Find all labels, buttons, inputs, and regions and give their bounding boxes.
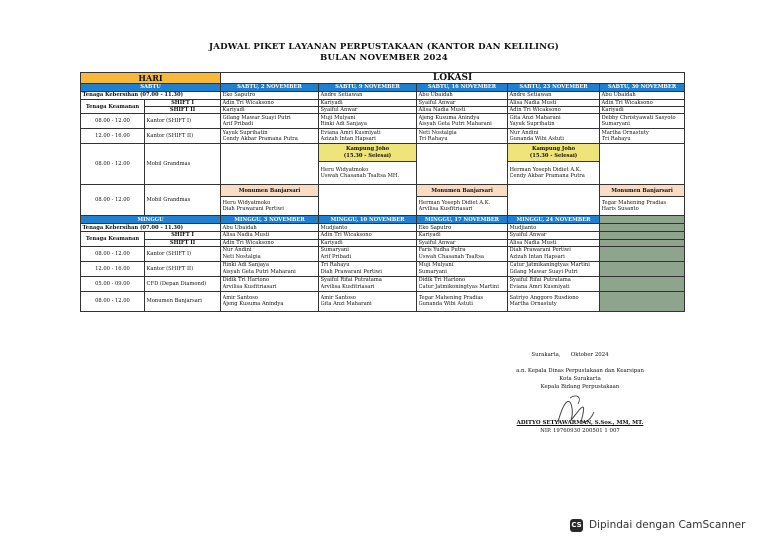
- schedule-cell: Adin Tri Wicaksono: [600, 100, 685, 107]
- schedule-cell-empty: [600, 144, 685, 185]
- schedule-cell: Eko Saputro: [221, 92, 319, 100]
- schedule-cell: Abu Ubaidah: [221, 224, 319, 232]
- schedule-cell: Didik Tri Hartono Arvilisa Kusfitriasari: [221, 276, 319, 291]
- time-label: 12.00 - 16.00: [81, 261, 145, 276]
- schedule-cell: Syaiful Rifai Putratama Arvilisa Kusfitriasari: [319, 276, 417, 291]
- schedule-cell: Kariyadi: [319, 239, 417, 246]
- schedule-cell: Nur Andini Neti Nostalgia: [221, 246, 319, 261]
- schedule-cell: Tegar Mahening Pradias Haris Susanto: [600, 197, 685, 216]
- date-header: MINGGU, 3 NOVEMBER: [221, 216, 319, 224]
- signature-line3: Kepala Bidang Perpustakaan: [540, 384, 620, 390]
- date-header: MINGGU, 17 NOVEMBER: [417, 216, 508, 224]
- time-label: 05.00 - 09.00: [81, 276, 145, 291]
- signature-line2: Kota Surakarta: [559, 376, 601, 382]
- document-title: JADWAL PIKET LAYANAN PERPUSTAKAAN (KANTOR DAN KELILING): [208, 42, 560, 52]
- schedule-cell: Abu Ubaidah: [417, 92, 508, 100]
- blank-cell: [600, 216, 685, 224]
- schedule-cell: Sumaryani Arif Pribadi: [319, 246, 417, 261]
- schedule-cell-empty: [417, 144, 508, 185]
- date-header: SABTU, 30 NOVEMBER: [600, 84, 685, 92]
- schedule-cell: Alisa Nadia Musti: [221, 232, 319, 239]
- schedule-cell: Gita Anzi Maharani Yayuk Suprihatin: [508, 114, 600, 129]
- date-header: MINGGU, 10 NOVEMBER: [319, 216, 417, 224]
- blank-cell: [600, 276, 685, 291]
- location-label: Monumen Banjarsari: [600, 185, 685, 197]
- schedule-cell: Alisa Nadia Musti: [508, 100, 600, 107]
- row-label-cfd: CFD (Depan Diamond): [145, 276, 221, 291]
- time-label: 08.00 - 12.00: [81, 114, 145, 129]
- header-hari: HARI: [81, 73, 221, 84]
- blank-cell: [600, 246, 685, 261]
- row-label-keamanan: Tenaga Keamanan: [81, 232, 145, 246]
- schedule-cell: Diah Prawarani Pertiwi Azizah Intan Hapsari: [508, 246, 600, 261]
- document-subtitle: BULAN NOVEMBER 2024: [320, 53, 448, 63]
- row-label-kantor-shift1: Kantor (SHIFT I): [145, 114, 221, 129]
- schedule-cell: Muji Mulyani Rinki Adi Sanjaya: [319, 114, 417, 129]
- schedule-cell: Didik Tri Hartono Catur Jatmikoningtyas Martini: [417, 276, 508, 291]
- schedule-cell: Tri Rahayu Diah Prawarani Pertiwi: [319, 261, 417, 276]
- shift-label: SHIFT I: [145, 100, 221, 107]
- schedule-cell: Martha Ornastuty Tri Rahayu: [600, 129, 685, 144]
- row-label-kantor-shift2: Kantor (SHIFT II): [145, 129, 221, 144]
- place-date: Surakarta, Oktober 2024: [531, 352, 609, 358]
- schedule-cell: Heru Widyatmoko Uswah Chasanah Tsaltsa MH.: [319, 162, 417, 185]
- schedule-cell: Alisa Nadia Musti: [508, 239, 600, 246]
- row-label-monumen: Monumen Banjarsari: [145, 291, 221, 311]
- signatory-nip: NIP. 19760930 200501 1 007: [540, 428, 620, 434]
- schedule-cell: Eviana Amri Kusmiyati Azizah Intan Hapsari: [319, 129, 417, 144]
- row-label-kantor-shift1: Kantor (SHIFT I): [145, 246, 221, 261]
- schedule-cell: Herman Yoseph Didiet A.K. Arvilisa Kusfitriasari: [417, 197, 508, 216]
- day-label-sabtu: SABTU: [81, 84, 221, 92]
- schedule-cell-empty: [221, 144, 319, 185]
- date-header: SABTU, 23 NOVEMBER: [508, 84, 600, 92]
- schedule-cell: Adin Tri Wicaksono: [319, 232, 417, 239]
- schedule-cell-empty: [319, 185, 417, 216]
- shift-label: SHIFT II: [145, 239, 221, 246]
- schedule-cell: Syaiful Anwar: [508, 232, 600, 239]
- day-label-minggu: MINGGU: [81, 216, 221, 224]
- blank-cell: [600, 232, 685, 239]
- shift-label: SHIFT I: [145, 232, 221, 239]
- time-label: 08.00 - 12.00: [81, 185, 145, 216]
- time-label: 08.00 - 12.00: [81, 291, 145, 311]
- schedule-cell: Nur Andini Gunanda Wibi Astuti: [508, 129, 600, 144]
- schedule-cell: Kariyadi: [417, 232, 508, 239]
- row-label-kebersihan: Tenaga Kebersihan (07.00 - 11.30): [81, 224, 221, 232]
- schedule-cell: Neti Nostalgia Tri Rahayu: [417, 129, 508, 144]
- blank-cell: [600, 239, 685, 246]
- camscanner-label: Dipindai dengan CamScanner: [589, 519, 746, 531]
- location-label: Kampung Joho (15.30 - Selesai): [508, 144, 600, 162]
- schedule-cell: Eko Saputro: [417, 224, 508, 232]
- schedule-cell: Abu Ubaidah: [600, 92, 685, 100]
- schedule-cell: Amir Santoso Ajeng Kusuma Anindya: [221, 291, 319, 311]
- camscanner-icon: CS: [570, 519, 583, 532]
- schedule-cell: Amir Santoso Gita Anzi Maharani: [319, 291, 417, 311]
- schedule-cell: Syaiful Anwar: [417, 100, 508, 107]
- schedule-cell: Kariyadi: [221, 107, 319, 114]
- schedule-cell: Alisa Nadia Musti: [417, 107, 508, 114]
- schedule-cell: Gilang Mawar Suayi Putri Arif Pribadi: [221, 114, 319, 129]
- schedule-cell-empty: [508, 185, 600, 216]
- row-label-kantor-shift2: Kantor (SHIFT II): [145, 261, 221, 276]
- blank-cell: [600, 291, 685, 311]
- schedule-cell: Muji Mulyani Sumaryani: [417, 261, 508, 276]
- schedule-cell: Andre Setiawan: [319, 92, 417, 100]
- header-lokasi: LOKASI: [221, 73, 685, 84]
- schedule-cell: Satriyo Anggoro Rusdiono Martha Ornastuty: [508, 291, 600, 311]
- schedule-cell: Mudjianto: [508, 224, 600, 232]
- location-label: Monumen Banjarsari: [221, 185, 319, 197]
- date-header: SABTU, 2 NOVEMBER: [221, 84, 319, 92]
- time-label: 12.00 - 16.00: [81, 129, 145, 144]
- signatory-name: ADITYO SETYAWARMAN, S.Sos., MM, MT.: [516, 420, 644, 426]
- schedule-cell: Adin Tri Wicaksono: [508, 107, 600, 114]
- schedule-cell: Rinki Adi Sanjaya Aisyah Geta Putri Maharani: [221, 261, 319, 276]
- row-label-kebersihan: Tenaga Kebersihan (07.00 - 11.30): [81, 92, 221, 100]
- schedule-cell: Mudjianto: [319, 224, 417, 232]
- schedule-cell: Catur Jatmikaningtyas Martini Gilang Mawar Suayi Putri: [508, 261, 600, 276]
- date-header: MINGGU, 24 NOVEMBER: [508, 216, 600, 224]
- schedule-cell: Ajeng Kusuma Anindya Aisyah Geta Putri Maharani: [417, 114, 508, 129]
- camscanner-watermark: [570, 516, 760, 534]
- schedule-cell: Syaiful Anwar: [417, 239, 508, 246]
- date-header: SABTU, 9 NOVEMBER: [319, 84, 417, 92]
- location-label: Monumen Banjarsari: [417, 185, 508, 197]
- time-label: 08.00 - 12.00: [81, 144, 145, 185]
- blank-cell: [600, 261, 685, 276]
- schedule-cell: Syaiful Rifai Putratama Eviana Amri Kusmiyati: [508, 276, 600, 291]
- schedule-cell: Heru Widyatmoko Diah Prawarani Pertiwi: [221, 197, 319, 216]
- row-label-keamanan: Tenaga Keamanan: [81, 100, 145, 114]
- signature-line1: a.n. Kepala Dinas Perpustakaan dan Kearsipan: [516, 368, 644, 374]
- schedule-table: [80, 72, 685, 312]
- schedule-cell: Faris Yudha Putra Uswah Chasanah Tsaltsa: [417, 246, 508, 261]
- schedule-cell: Tegar Mahening Pradias Gunanda Wibi Astuti: [417, 291, 508, 311]
- schedule-cell: Syaiful Anwar: [319, 107, 417, 114]
- schedule-cell: Herman Yoseph Didiet A.K. Cendy Akbar Pramana Putra: [508, 162, 600, 185]
- schedule-cell: Adin Tri Wicaksono: [221, 239, 319, 246]
- blank-cell: [600, 224, 685, 232]
- schedule-cell: Debby Christyawati Sasyoto Sumaryani: [600, 114, 685, 129]
- schedule-cell: Kariyadi: [319, 100, 417, 107]
- schedule-cell: Andre Setiawan: [508, 92, 600, 100]
- schedule-cell: Yayuk Suprihatin Cendy Akbar Pramana Putra: [221, 129, 319, 144]
- schedule-cell: Adin Tri Wicaksono: [221, 100, 319, 107]
- row-label-grandmas: Mobil Grandmas: [145, 185, 221, 216]
- time-label: 08.00 - 12.00: [81, 246, 145, 261]
- date-header: SABTU, 16 NOVEMBER: [417, 84, 508, 92]
- location-label: Kampung Joho (15.30 - Selesai): [319, 144, 417, 162]
- shift-label: SHIFT II: [145, 107, 221, 114]
- row-label-grandmas: Mobil Grandmas: [145, 144, 221, 185]
- schedule-cell: Kariyadi: [600, 107, 685, 114]
